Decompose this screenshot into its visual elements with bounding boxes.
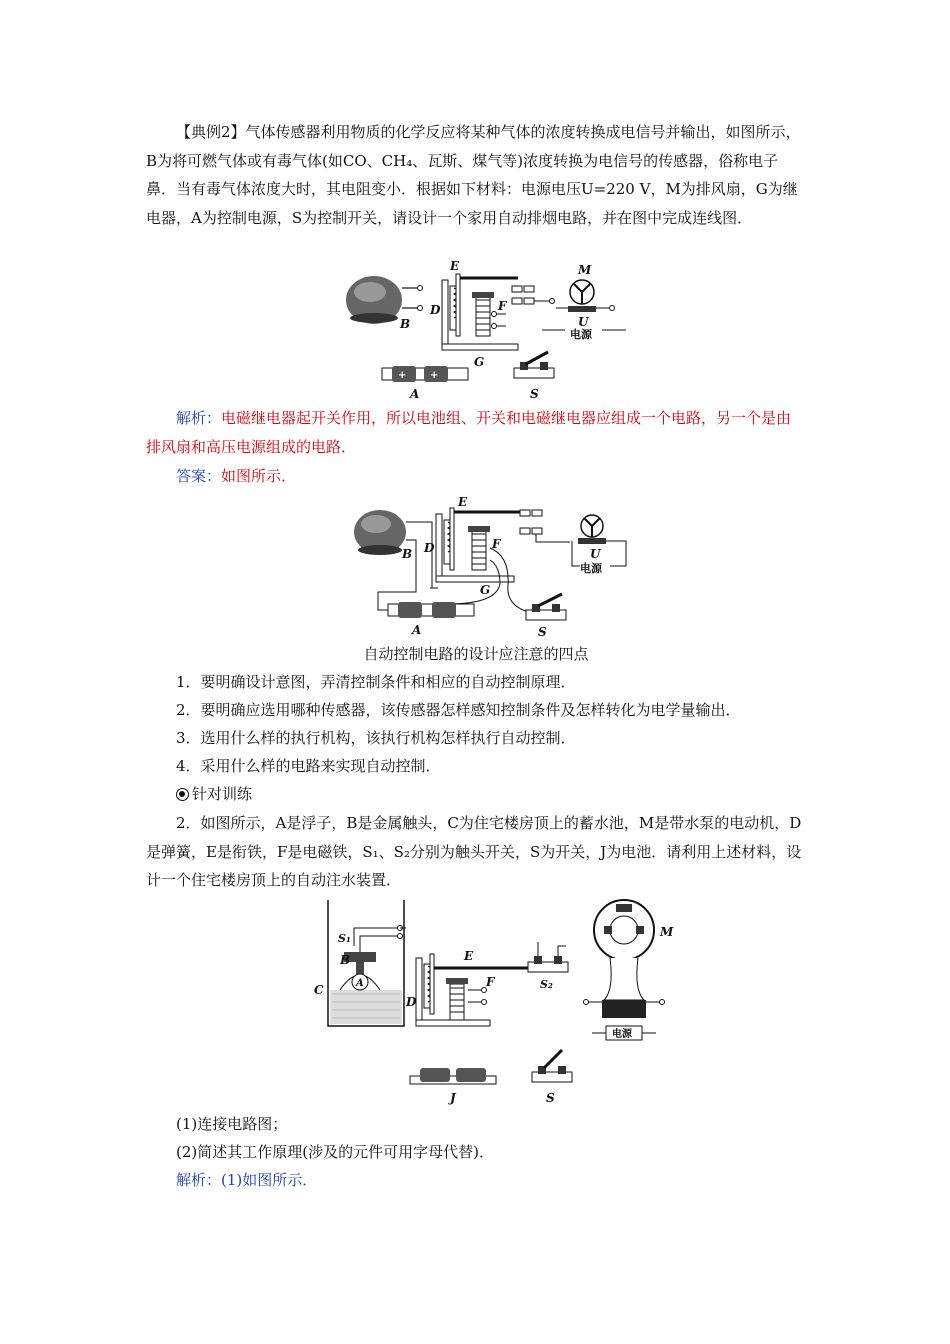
practice-analysis-text: (1)如图所示． xyxy=(221,1171,318,1189)
practice-question: 2．如图所示，A是浮子，B是金属触头，C为住宅楼房顶上的蓄水池，M是带水泵的电动机，D是弹簧，E是衔铁，F是电磁铁，S₁、S₂分别为触头开关，S为开关，J为电池．请利用上述材料，设计一个住宅楼房顶上的自动注水装置． xyxy=(146,814,802,889)
fig1-label-s: S xyxy=(530,387,539,401)
answer-text: 如图所示． xyxy=(221,467,297,485)
battery-a-icon xyxy=(388,602,474,618)
battery-a-icon xyxy=(382,366,468,382)
example-paragraph xyxy=(146,118,806,232)
fig3-label-s2: S₂ xyxy=(540,978,553,991)
analysis-label: 解析： xyxy=(176,409,222,427)
svg-text:+: + xyxy=(430,370,439,381)
practice-heading xyxy=(176,780,252,808)
practice-title: 针对训练 xyxy=(192,785,253,803)
fan-m-icon xyxy=(578,515,606,544)
fig2-label-s: S xyxy=(538,625,547,639)
answer-paragraph xyxy=(146,462,806,491)
notes-item-1: 1．要明确设计意图，弄清控制条件和相应的自动控制原理． xyxy=(176,673,576,691)
practice-analysis xyxy=(176,1166,317,1194)
target-bullet-icon xyxy=(176,788,189,801)
notes-item-3: 3．选用什么样的执行机构，该执行机构怎样执行自动控制． xyxy=(176,729,576,747)
fig2-label-e: E xyxy=(458,496,468,509)
fig3-label-d: D xyxy=(406,995,417,1009)
fig1-label-m: M xyxy=(578,263,592,277)
figure-2-circuit-answer xyxy=(340,496,640,640)
pump-motor-m-icon xyxy=(584,900,665,1018)
practice-sub1: (1)连接电路图； xyxy=(176,1115,288,1133)
fig2-label-g: G xyxy=(480,583,491,597)
fig1-label-u: U xyxy=(578,315,589,329)
fig1-label-d: D xyxy=(430,303,441,317)
fig1-label-b: B xyxy=(400,317,411,331)
switch-s-icon xyxy=(514,352,554,378)
fig3-label-s1: S₁ xyxy=(338,932,351,945)
analysis-paragraph xyxy=(146,404,806,461)
fig2-label-d: D xyxy=(424,541,435,555)
fan-m-icon xyxy=(556,280,615,312)
svg-text:+: + xyxy=(398,370,407,381)
fig1-label-f: F xyxy=(498,299,507,313)
fig3-label-e: E xyxy=(464,949,474,963)
notes-item-2: 2．要明确应选用哪种传感器，该传感器怎样感知控制条件及怎样转化为电学量输出． xyxy=(176,701,741,719)
fig1-label-g: G xyxy=(474,355,485,369)
switch-s-icon xyxy=(532,1050,572,1082)
sensor-b-icon xyxy=(354,510,406,555)
fig3-power-label: 电源 xyxy=(612,1029,632,1040)
figure-1-circuit-components xyxy=(340,252,630,402)
example-tag: 【典例2】 xyxy=(176,123,246,141)
example-text: 气体传感器利用物质的化学反应将某种气体的浓度转换成电信号并输出，如图所示，B为将可燃气体或有毒气体(如CO、CH₄、瓦斯、煤气等)浓度转换为电信号的传感器，俗称电子鼻．当有毒气体浓度大时，其电阻变小．根据如下材料：电源电压U=220 V，M为排风扇，G为继电器，A为控制电源，S为控制开关，请设计一个家用自动排烟电路，并在图中完成连线图． xyxy=(146,123,801,227)
battery-j-icon xyxy=(410,1068,496,1084)
fig2-label-a: A xyxy=(412,623,422,637)
notes-item-4: 4．采用什么样的电路来实现自动控制． xyxy=(176,757,441,775)
fig1-label-e: E xyxy=(450,259,460,273)
switch-s-icon xyxy=(526,594,566,620)
practice-analysis-label: 解析： xyxy=(176,1171,222,1189)
practice-sub2: (2)简述其工作原理(涉及的元件可用字母代替)． xyxy=(176,1143,494,1161)
fig3-label-c: C xyxy=(314,983,324,997)
relay-g-icon xyxy=(442,274,518,350)
fig3-label-j: J xyxy=(450,1091,456,1105)
sensor-b-icon xyxy=(346,276,402,324)
fig3-label-b: B xyxy=(340,953,351,967)
switch-s2-icon xyxy=(528,942,568,972)
fig2-label-b: B xyxy=(402,547,413,561)
fig2-power-label: 电源 xyxy=(580,562,602,575)
analysis-text: 电磁继电器起开关作用，所以电池组、开关和电磁继电器应组成一个电路，另一个是由排风扇和高压电源组成的电路． xyxy=(146,409,792,456)
fig1-power-label: 电源 xyxy=(570,328,592,341)
notes-title: 自动控制电路的设计应注意的四点 xyxy=(363,645,589,663)
fig3-label-f: F xyxy=(486,975,495,989)
fig2-label-u: U xyxy=(590,547,601,561)
figure-3-water-pump-components xyxy=(310,890,700,1106)
fig3-label-a: A xyxy=(356,978,364,989)
answer-label: 答案： xyxy=(176,467,222,485)
fig1-label-a: A xyxy=(410,387,420,401)
fig3-label-s: S xyxy=(546,1091,555,1105)
fig2-label-f: F xyxy=(492,537,501,551)
fig3-label-m: M xyxy=(660,925,674,939)
